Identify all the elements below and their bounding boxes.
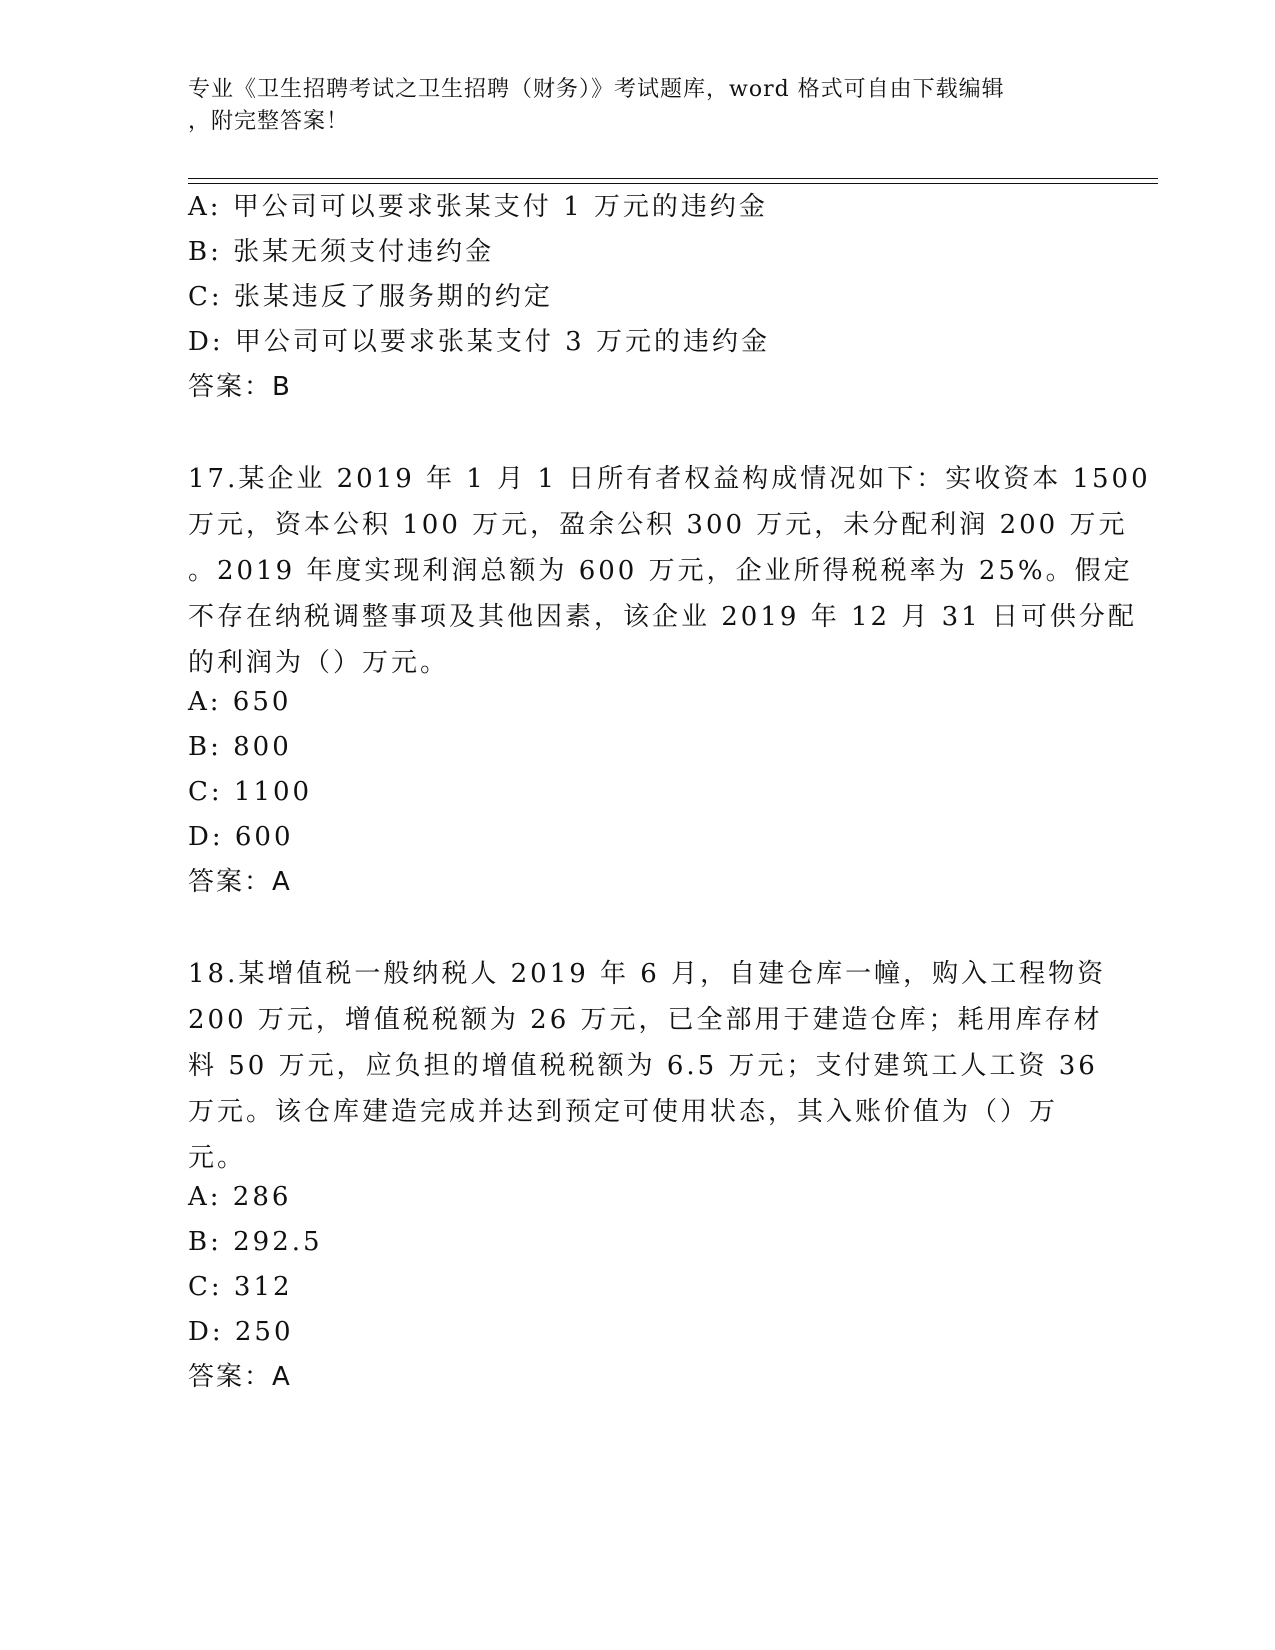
q18-option-c: C: 312 <box>188 1272 293 1302</box>
q16-option-a: A: 甲公司可以要求张某支付 1 万元的违约金 <box>188 192 768 222</box>
q17-stem-line: 不存在纳税调整事项及其他因素，该企业 2019 年 12 月 31 日可供分配 <box>188 602 1137 632</box>
document-header <box>188 74 1078 138</box>
q17-option-d: D: 600 <box>188 822 294 852</box>
q18-stem-line: 200 万元，增值税税额为 26 万元，已全部用于建造仓库；耗用库存材 <box>188 1005 1103 1035</box>
q18-option-b: B: 292.5 <box>188 1227 323 1257</box>
q17-stem <box>188 456 1151 686</box>
q17-stem-line: 17.某企业 2019 年 1 月 1 日所有者权益构成情况如下：实收资本 1500 <box>188 464 1151 494</box>
q17-stem-line: 。2019 年度实现利润总额为 600 万元，企业所得税税率为 25%。假定 <box>188 556 1133 586</box>
q18-stem-line: 18.某增值税一般纳税人 2019 年 6 月，自建仓库一幢，购入工程物资 <box>188 959 1107 989</box>
q17-option-a: A: 650 <box>188 687 292 717</box>
q17-stem-line: 的利润为（）万元。 <box>188 648 450 678</box>
q17-answer: 答案：A <box>188 867 292 897</box>
q17-stem-line: 万元，资本公积 100 万元，盈余公积 300 万元，未分配利润 200 万元 <box>188 510 1128 540</box>
q18-option-d: D: 250 <box>188 1317 294 1347</box>
q16-option-b: B: 张某无须支付违约金 <box>188 237 495 267</box>
q16-answer: 答案：B <box>188 372 292 402</box>
q16-option-d: D: 甲公司可以要求张某支付 3 万元的违约金 <box>188 327 770 357</box>
q18-option-a: A: 286 <box>188 1182 292 1212</box>
q18-answer: 答案：A <box>188 1362 292 1392</box>
header-line-2: ，附完整答案！ <box>188 109 350 134</box>
q16-option-c: C: 张某违反了服务期的约定 <box>188 282 553 312</box>
q18-stem <box>188 951 1107 1181</box>
q17-option-c: C: 1100 <box>188 777 313 807</box>
header-divider-top <box>188 178 1158 179</box>
q18-stem-line: 料 50 万元，应负担的增值税税额为 6.5 万元；支付建筑工人工资 36 <box>188 1051 1098 1081</box>
q18-stem-line: 万元。该仓库建造完成并达到预定可使用状态，其入账价值为（）万 <box>188 1097 1059 1127</box>
q17-option-b: B: 800 <box>188 732 292 762</box>
header-line-1: 专业《卫生招聘考试之卫生招聘（财务）》考试题库，word 格式可自由下载编辑 <box>188 77 1005 102</box>
q18-stem-line: 元。 <box>188 1143 247 1173</box>
